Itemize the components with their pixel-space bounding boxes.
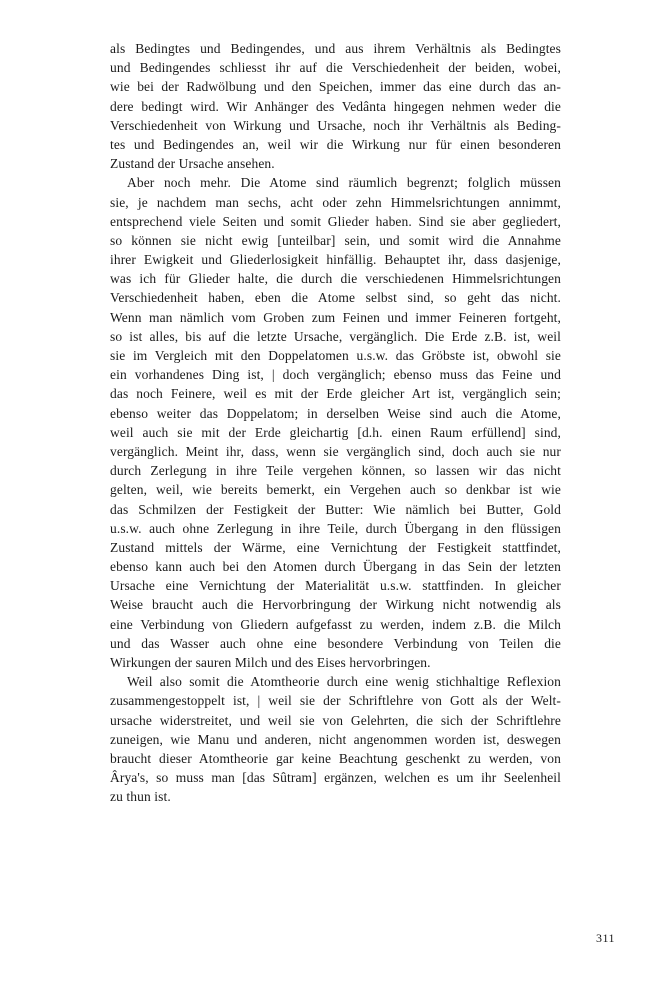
text-line: ebenso kann auch bei den Atomen durch Übergang in das Sein der letzten [110,559,561,575]
text-line: sie im Vergleich mit den Doppelatomen u.s.w. das Gröbste ist, obwohl sie [110,348,561,363]
paragraph [110,173,561,672]
text-line: so können sie nicht ewig [unteilbar] sein, und somit wird die Annahme [110,232,561,248]
text-line: ursache widerstreitet, und weil sie von Gelehrten, die sich der Schriftlehre [110,712,561,728]
text-line: sie, je nachdem man sechs, acht oder zehn Himmelsrichtungen annimmt, [110,194,561,210]
text-line: so ist alles, bis auf die letzte Ursache, vergänglich. Die Erde z.B. ist, weil [110,328,561,344]
text-line: Wenn man nämlich vom Groben zum Feinen und immer Feineren fortgeht, [110,309,561,325]
text-block [110,39,561,807]
text-line: weil auch sie mit der Erde gleichartig [d.h. einen Raum erfüllend] sind, [110,424,561,440]
text-line: und Bedingendes schliesst ihr auf die Verschiedenheit der beiden, wobei, [110,60,561,76]
text-line: was ich für Glieder halte, die durch die verschiedenen Himmelsrichtungen [110,271,561,287]
text-line: ebenso weiter das Doppelatom; in derselben Weise sind auch die Atome, [110,405,561,421]
text-line: braucht dieser Atomtheorie gar keine Beachtung geschenkt zu werden, von [110,750,561,766]
text-line: ihrer Ewigkeit und Gliederlosigkeit hinfällig. Behauptet ihr, dass dasjenige, [110,252,561,268]
text-line: eine Verbindung von Gliedern aufgefasst zu werden, indem z.B. die Milch [110,616,561,632]
text-line: Ârya's, so muss man [das Sûtram] ergänzen, welchen es um ihr Seelenheil [110,770,561,786]
paragraph [110,672,561,806]
text-line: entsprechend viele Seiten und somit Glieder haben. Sind sie aber gegliedert, [110,213,561,229]
paragraph [110,39,561,173]
text-line: ein vorhandenes Ding ist, | doch vergänglich; ebenso muss das Feine und [110,367,561,383]
text-line: Weise braucht auch die Hervorbringung der Wirkung nicht notwendig als [110,597,561,613]
text-line: u.s.w. auch ohne Zerlegung in ihre Teile, durch Übergang in den flüssigen [110,520,561,536]
text-line: gelten, weil, wie bereits bemerkt, ein Vergehen auch so denkbar ist wie [110,482,561,498]
text-line: als Bedingtes und Bedingendes, und aus ihrem Verhältnis als Bedingtes [110,41,561,56]
text-line: dere bedingt wird. Wir Anhänger des Vedânta hingegen nehmen weder die [110,98,561,114]
text-line: Verschiedenheit von Wirkung und Ursache, noch ihr Verhältnis als Beding- [110,117,561,133]
text-line: wie bei der Radwölbung und den Speichen, immer das eine durch das an- [110,79,561,95]
text-line: zusammengestoppelt ist, | weil sie der Schriftlehre von Gott als der Welt- [110,693,561,709]
text-line: Zustand mittels der Wärme, eine Vernichtung der Festigkeit stattfindet, [110,539,561,555]
text-line: zu thun ist. [110,789,171,805]
text-line: Weil also somit die Atomtheorie durch eine wenig stichhaltige Reflexion [127,674,561,690]
text-line: zuneigen, wie Manu und anderen, nicht angenommen worden ist, deswegen [110,731,561,747]
text-line: durch Zerlegung in ihre Teile vergehen können, so lassen wir das nicht [110,463,561,479]
text-line: Aber noch mehr. Die Atome sind räumlich begrenzt; folglich müssen [127,175,561,191]
text-line: und das Wasser auch ohne eine besondere Verbindung von Teilen die [110,635,561,651]
text-line: Zustand der Ursache ansehen. [110,156,275,172]
text-line: das noch Feinere, weil es mit der Erde gleicher Art ist, vergänglich sein; [110,386,561,402]
text-line: tes und Bedingendes an, weil wir die Wirkung nur für einen besonderen [110,136,561,152]
text-line: das Schmilzen der Festigkeit der Butter: Wie nämlich bei Butter, Gold [110,501,561,517]
text-line: Wirkungen der sauren Milch und des Eises hervorbringen. [110,655,431,670]
text-line: vergänglich. Meint ihr, dass, wenn sie vergänglich sind, doch auch sie nur [110,443,561,459]
text-line: Verschiedenheit haben, eben die Atome selbst sind, so geht das nicht. [110,290,561,306]
page-number: 311 [596,931,616,945]
text-line: Ursache eine Vernichtung der Materialität u.s.w. stattfinden. In gleicher [110,578,561,594]
